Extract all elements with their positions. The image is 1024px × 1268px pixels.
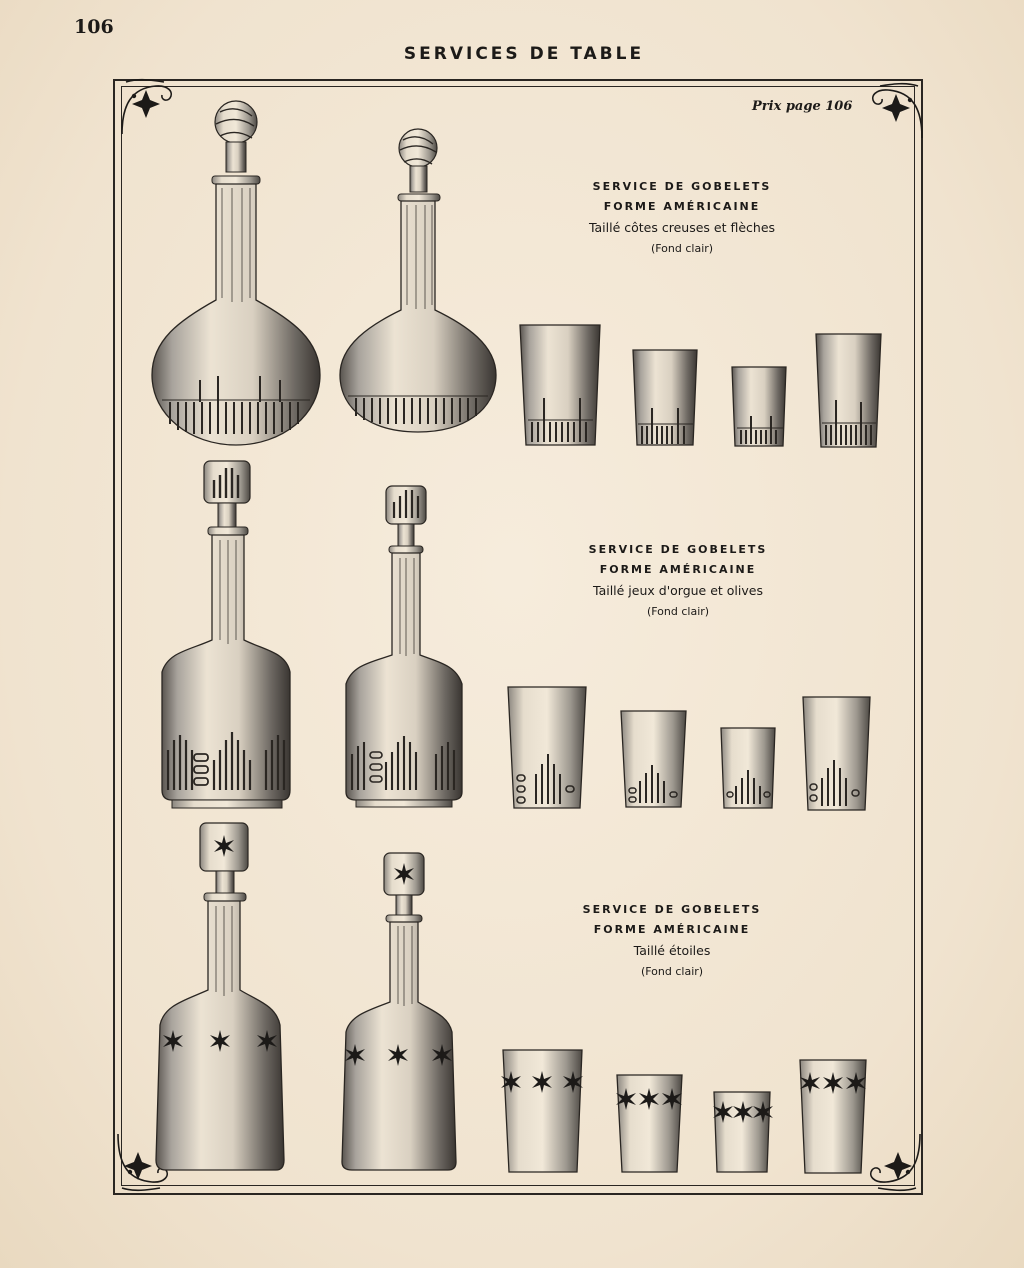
decanter-round-large <box>152 101 320 445</box>
decanter-cylinder-small <box>346 486 462 807</box>
tumbler-small <box>713 1092 773 1172</box>
service-title-line1: SERVICE DE GOBELETS <box>592 180 772 193</box>
tumbler-medium <box>633 350 697 445</box>
service-background-note: (Fond clair) <box>650 242 714 255</box>
decanter-star-small <box>342 853 456 1170</box>
service-background-note: (Fond clair) <box>646 605 710 618</box>
service-cut-description: Taillé côtes creuses et flèches <box>588 220 776 235</box>
service-background-note: (Fond clair) <box>640 965 704 978</box>
tumbler-tall <box>800 1060 866 1173</box>
price-reference: Prix page 106 <box>752 99 853 114</box>
decanter-round-small <box>340 129 496 432</box>
tumbler-large <box>501 1050 583 1172</box>
tumbler-large <box>520 325 600 445</box>
tumbler-medium <box>621 711 686 807</box>
service-title-line2: FORME AMÉRICAINE <box>603 200 761 213</box>
decanter-cylinder-large <box>162 461 290 808</box>
page-title: SERVICES DE TABLE <box>403 44 645 64</box>
tumbler-medium <box>616 1075 682 1172</box>
tumbler-tall <box>816 334 881 447</box>
service-cut-description: Taillé étoiles <box>633 943 711 958</box>
service-title-line2: FORME AMÉRICAINE <box>593 923 751 936</box>
service-cut-description: Taillé jeux d'orgue et olives <box>593 583 763 598</box>
tumbler-tall <box>803 697 870 810</box>
tumbler-small <box>732 367 786 446</box>
service-title-line1: SERVICE DE GOBELETS <box>582 903 762 916</box>
decanter-star-large <box>156 823 284 1170</box>
service-title-line1: SERVICE DE GOBELETS <box>588 543 768 556</box>
tumbler-small <box>721 728 775 808</box>
tumbler-large <box>508 687 586 808</box>
page-number: 106 <box>74 16 114 38</box>
service-title-line2: FORME AMÉRICAINE <box>599 563 757 576</box>
